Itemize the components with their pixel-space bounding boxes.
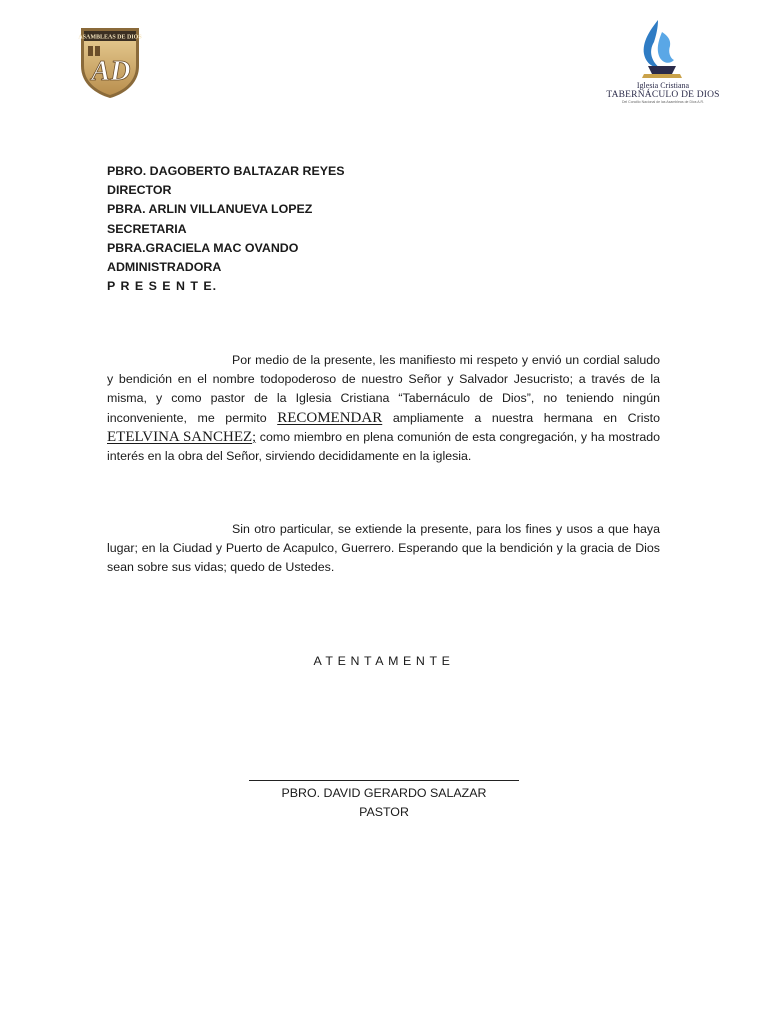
body-paragraph-2 [107, 520, 660, 578]
svg-text:AD: AD [91, 56, 131, 87]
logo-line-3: Del Concilio Nacional de las Asambleas de Dios A.R. [621, 100, 705, 104]
svg-text:ASAMBLEAS DE DIOS: ASAMBLEAS DE DIOS [78, 34, 142, 41]
addressee-line: P R E S E N T E. [107, 279, 218, 294]
paragraph-text: ampliamente a nuestra hermana en Cristo [392, 410, 660, 425]
signer-name: PBRO. DAVID GERARDO SALAZAR [281, 786, 487, 800]
paragraph-text: Sin otro particular, se extiende la presente, para los fines y usos a que haya lugar; en la Ciudad y Puerto de Acapulco, Guerrero. Esperando que la bendición y la gracia de Dios sean sobre sus vidas; quedo de Ustedes. [107, 522, 660, 575]
addressee-line: PBRO. DAGOBERTO BALTAZAR REYES [107, 164, 345, 178]
addressee-line: ADMINISTRADORA [107, 260, 222, 275]
body-paragraph-1 [107, 351, 660, 466]
recommended-person-name: ETELVINA SANCHEZ [107, 428, 253, 445]
addressee-line: SECRETARIA [107, 221, 187, 236]
addressee-line: DIRECTOR [107, 183, 172, 198]
logo-line-2: TABERNÁCULO DE DIOS [606, 90, 720, 100]
addressee-block [107, 162, 345, 296]
paragraph-text: Por medio de la presente, les manifiesto mi respeto y envió un cordial saludo y bendición en el nombre todopoderoso de nuestro Señor y Salvador Jesucristo; a través de la misma, y como pastor de la Iglesia Cristiana “Tabernáculo de Dios”, no teniendo ningún inconveniente, me permito [107, 353, 660, 425]
paragraph-text: como miembro en plena comunión de esta congregación, y ha mostrado interés en la obra del Señor, sirviendo decididamente en la iglesia. [107, 429, 660, 464]
addressee-line: PBRA. ARLIN VILLANUEVA LOPEZ [107, 202, 313, 217]
addressee-line: PBRA.GRACIELA MAC OVANDO [107, 240, 299, 255]
signer-title: PASTOR [359, 805, 409, 819]
tabernaculo-de-dios-logo [592, 14, 734, 106]
logo-line-1: Iglesia Cristiana [636, 81, 690, 90]
semicolon: ; [252, 429, 257, 445]
signature-line [249, 780, 519, 781]
asambleas-de-dios-logo [78, 26, 142, 100]
logo-text [592, 82, 734, 105]
recomendar-emphasis: RECOMENDAR [277, 409, 383, 426]
closing-atentamente: ATENTAMENTE [313, 654, 455, 668]
